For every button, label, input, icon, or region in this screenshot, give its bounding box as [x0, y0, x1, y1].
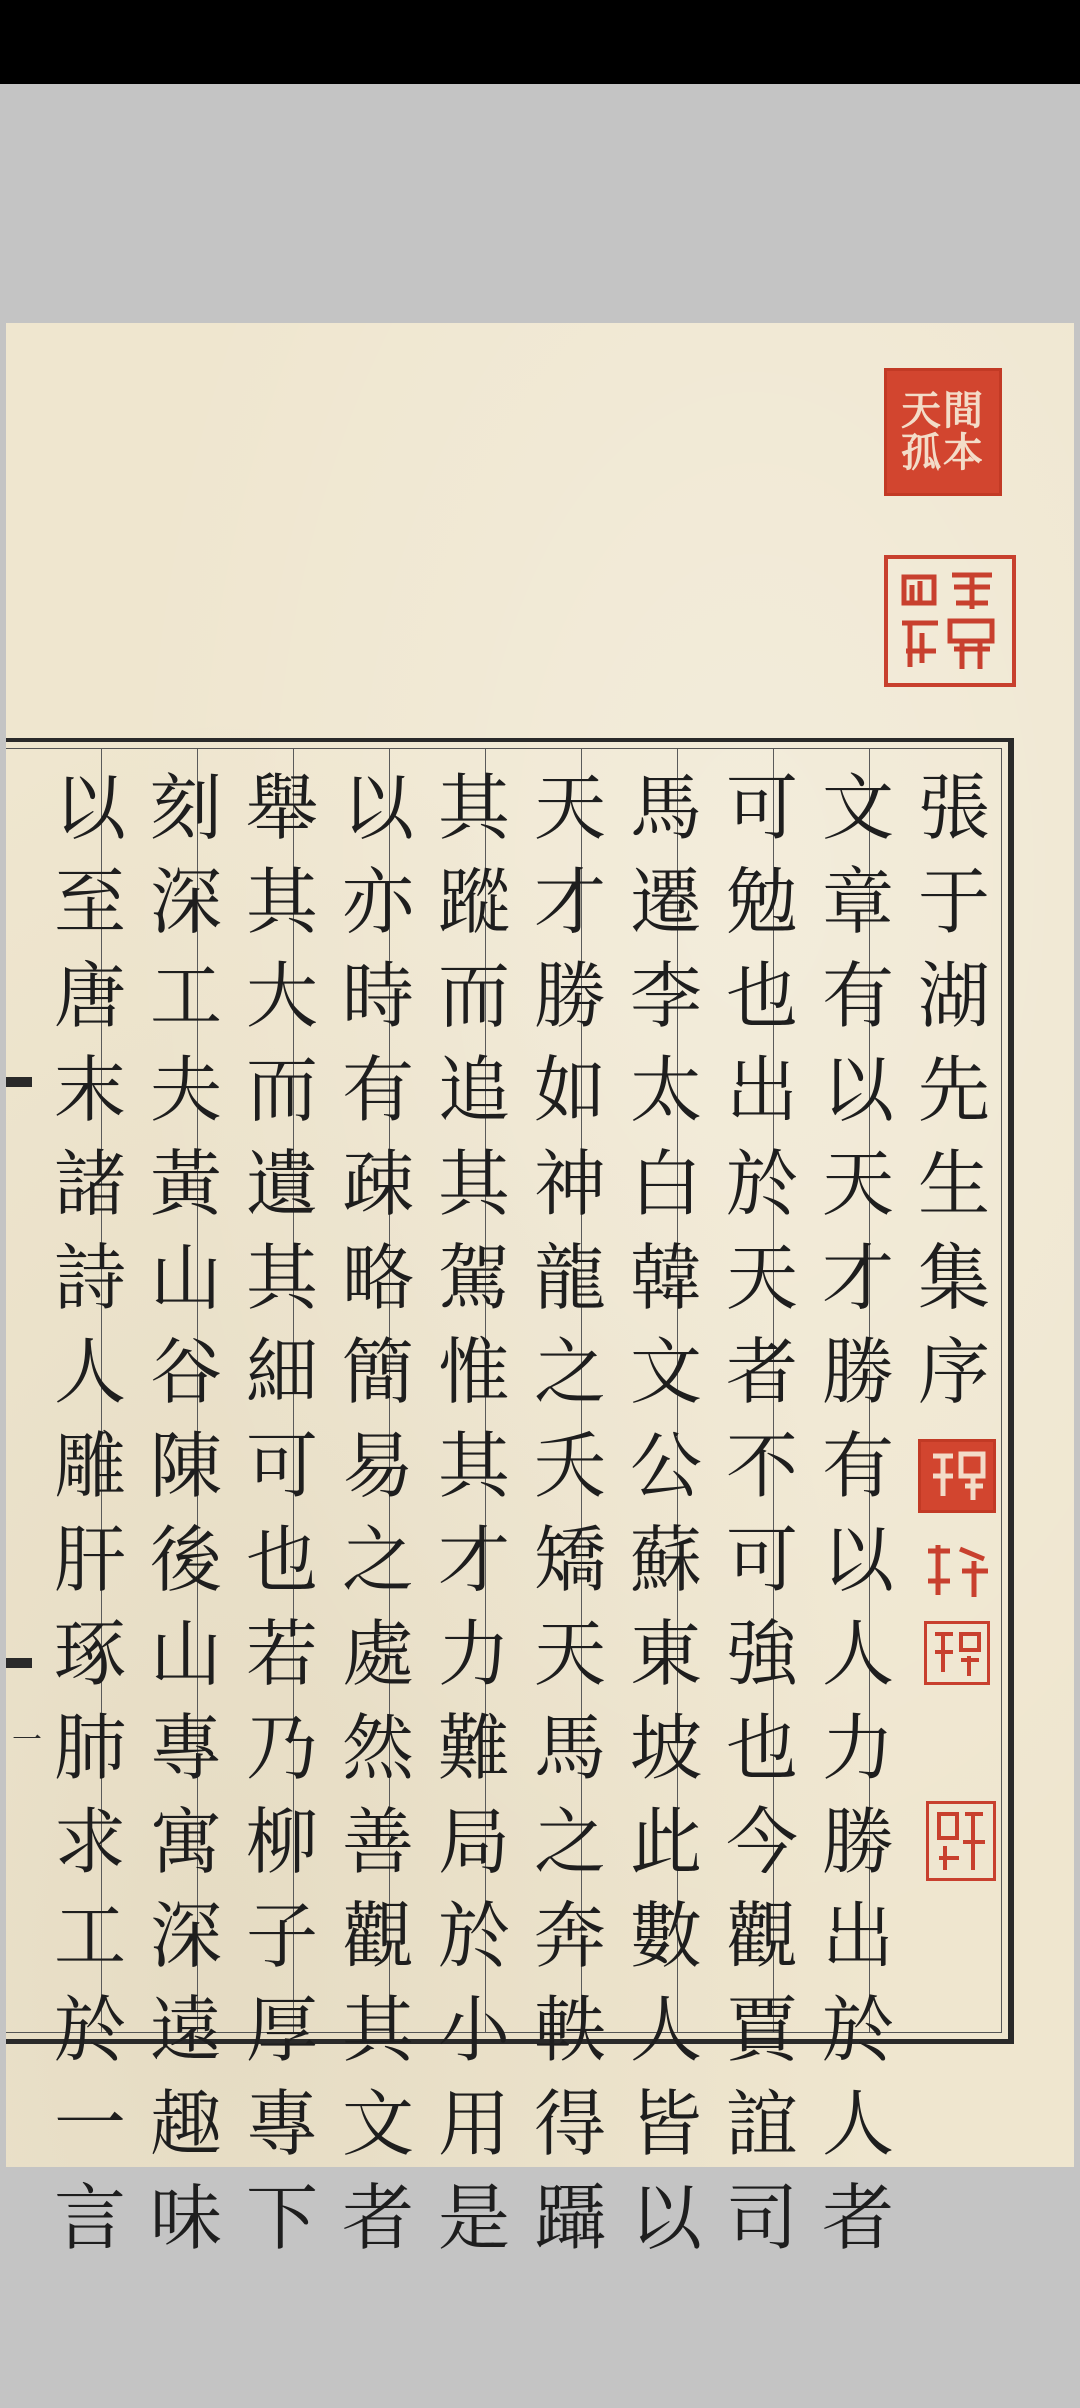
text-column — [909, 761, 999, 1419]
seal-glyph-icon — [929, 1626, 985, 1680]
text-char: 詩 — [53, 1236, 126, 1320]
text-char: 奔 — [533, 1894, 606, 1978]
text-char: 文 — [341, 2082, 414, 2166]
text-char: 神 — [533, 1142, 606, 1226]
text-char: 勝 — [821, 1330, 894, 1414]
text-char: 天 — [533, 1612, 606, 1696]
text-char: 之 — [533, 1800, 606, 1884]
text-char: 厚 — [245, 1988, 318, 2072]
text-char: 不 — [725, 1424, 798, 1508]
text-char: 深 — [149, 860, 222, 944]
text-column — [333, 761, 423, 2265]
text-char: 刻 — [149, 766, 222, 850]
text-char: 賈 — [725, 1988, 798, 2072]
text-char: 言 — [53, 2176, 126, 2260]
text-char: 局 — [437, 1800, 510, 1884]
text-char: 深 — [149, 1894, 222, 1978]
text-char: 此 — [629, 1800, 702, 1884]
text-char: 處 — [341, 1612, 414, 1696]
text-char: 乃 — [245, 1706, 318, 1790]
text-char: 太 — [629, 1048, 702, 1132]
text-char: 者 — [341, 2176, 414, 2260]
text-char: 天 — [821, 1142, 894, 1226]
text-char: 皆 — [629, 2082, 702, 2166]
text-char: 細 — [245, 1330, 318, 1414]
seal-small-1 — [922, 1541, 994, 1603]
text-char: 於 — [53, 1988, 126, 2072]
text-char: 用 — [437, 2082, 510, 2166]
seal-small-3 — [926, 1801, 996, 1881]
text-char: 諸 — [53, 1142, 126, 1226]
text-char: 勝 — [821, 1800, 894, 1884]
text-char: 也 — [725, 954, 798, 1038]
text-char: 夭 — [533, 1424, 606, 1508]
text-char: 生 — [917, 1142, 990, 1226]
text-column — [429, 761, 519, 2265]
text-char: 小 — [437, 1988, 510, 2072]
text-column — [717, 761, 807, 2265]
text-char: 躡 — [533, 2176, 606, 2260]
text-char: 遷 — [629, 860, 702, 944]
text-char: 然 — [341, 1706, 414, 1790]
text-char: 勉 — [725, 860, 798, 944]
seal-pattern-icon — [892, 563, 1008, 679]
book-page — [6, 323, 1074, 2260]
text-column — [813, 761, 903, 2265]
text-char: 強 — [725, 1612, 798, 1696]
text-char: 坡 — [629, 1706, 702, 1790]
text-char: 可 — [725, 1518, 798, 1602]
text-char: 張 — [917, 766, 990, 850]
seal-title — [918, 1439, 996, 1513]
text-char: 馬 — [629, 766, 702, 850]
text-char: 觀 — [341, 1894, 414, 1978]
text-char: 遺 — [245, 1142, 318, 1226]
text-char: 誼 — [725, 2082, 798, 2166]
text-char: 才 — [533, 860, 606, 944]
text-char: 其 — [341, 1988, 414, 2072]
text-char: 而 — [245, 1048, 318, 1132]
text-column — [525, 761, 615, 2265]
text-char: 先 — [917, 1048, 990, 1132]
text-char: 黃 — [149, 1142, 222, 1226]
text-char: 今 — [725, 1800, 798, 1884]
text-char: 觀 — [725, 1894, 798, 1978]
text-char: 以 — [821, 1518, 894, 1602]
text-char: 東 — [629, 1612, 702, 1696]
text-char: 山 — [149, 1236, 222, 1320]
text-char: 肝 — [53, 1518, 126, 1602]
text-column — [621, 761, 711, 2265]
text-char: 李 — [629, 954, 702, 1038]
fishtail-mark — [6, 1077, 32, 1087]
text-char: 蹤 — [437, 860, 510, 944]
text-char: 以 — [53, 766, 126, 850]
text-column — [237, 761, 327, 2265]
text-frame — [6, 738, 1014, 2260]
text-char: 人 — [629, 1988, 702, 2072]
frame-inner — [6, 748, 1002, 2260]
text-char: 味 — [149, 2176, 222, 2260]
text-char: 於 — [821, 1988, 894, 2072]
text-char: 亦 — [341, 860, 414, 944]
text-char: 序 — [917, 1330, 990, 1414]
text-char: 之 — [533, 1330, 606, 1414]
text-char: 子 — [245, 1894, 318, 1978]
text-char: 天 — [725, 1236, 798, 1320]
text-column — [45, 761, 135, 2265]
text-char: 才 — [437, 1518, 510, 1602]
text-char: 於 — [725, 1142, 798, 1226]
seal-second — [884, 555, 1016, 687]
text-char: 出 — [821, 1894, 894, 1978]
text-char: 之 — [341, 1518, 414, 1602]
text-char: 疎 — [341, 1142, 414, 1226]
text-char: 也 — [245, 1518, 318, 1602]
seal-glyph-icon — [925, 1446, 989, 1506]
text-char: 寓 — [149, 1800, 222, 1884]
text-char: 趣 — [149, 2082, 222, 2166]
text-char: 人 — [53, 1330, 126, 1414]
text-char: 駕 — [437, 1236, 510, 1320]
text-char: 有 — [821, 954, 894, 1038]
text-char: 勝 — [533, 954, 606, 1038]
text-char: 專 — [245, 2082, 318, 2166]
text-char: 難 — [437, 1706, 510, 1790]
seal-tianjian — [884, 368, 1002, 496]
text-char: 山 — [149, 1612, 222, 1696]
text-char: 出 — [725, 1048, 798, 1132]
text-char: 易 — [341, 1424, 414, 1508]
text-char: 者 — [725, 1330, 798, 1414]
text-char: 韓 — [629, 1236, 702, 1320]
text-char: 其 — [437, 1142, 510, 1226]
text-char: 天 — [533, 766, 606, 850]
text-char: 龍 — [533, 1236, 606, 1320]
text-char: 矯 — [533, 1518, 606, 1602]
text-char: 簡 — [341, 1330, 414, 1414]
text-char: 唐 — [53, 954, 126, 1038]
text-char: 力 — [821, 1706, 894, 1790]
text-char: 大 — [245, 954, 318, 1038]
text-char: 雕 — [53, 1424, 126, 1508]
text-char: 集 — [917, 1236, 990, 1320]
text-char: 以 — [821, 1048, 894, 1132]
text-char: 文 — [629, 1330, 702, 1414]
text-char: 以 — [341, 766, 414, 850]
text-char: 遠 — [149, 1988, 222, 2072]
text-char: 章 — [821, 860, 894, 944]
text-char: 軼 — [533, 1988, 606, 2072]
text-char: 者 — [821, 2176, 894, 2260]
text-char: 惟 — [437, 1330, 510, 1414]
text-char: 肺 — [53, 1706, 126, 1790]
text-char: 可 — [725, 766, 798, 850]
text-char: 是 — [437, 2176, 510, 2260]
seal-glyph-icon — [931, 1806, 991, 1876]
text-char: 夫 — [149, 1048, 222, 1132]
text-char: 其 — [437, 766, 510, 850]
text-char: 下 — [245, 2176, 318, 2260]
text-char: 谷 — [149, 1330, 222, 1414]
text-char: 而 — [437, 954, 510, 1038]
text-char: 數 — [629, 1894, 702, 1978]
status-bar — [0, 0, 1080, 84]
text-char: 其 — [437, 1424, 510, 1508]
text-char: 可 — [245, 1424, 318, 1508]
text-char: 求 — [53, 1800, 126, 1884]
text-char: 得 — [533, 2082, 606, 2166]
text-char: 文 — [821, 766, 894, 850]
text-char: 司 — [725, 2176, 798, 2260]
text-char: 至 — [53, 860, 126, 944]
text-char: 如 — [533, 1048, 606, 1132]
text-char: 若 — [245, 1612, 318, 1696]
text-char: 末 — [53, 1048, 126, 1132]
text-column — [141, 761, 231, 2265]
text-char: 善 — [341, 1800, 414, 1884]
text-char: 蘇 — [629, 1518, 702, 1602]
seal-glyph-icon — [922, 1541, 994, 1603]
text-char: 柳 — [245, 1800, 318, 1884]
fishtail-mark — [6, 1658, 32, 1668]
text-char: 才 — [821, 1236, 894, 1320]
text-char: 人 — [821, 1612, 894, 1696]
seal-tianjian-text: 天間 孤本 — [901, 387, 985, 476]
text-char: 馬 — [533, 1706, 606, 1790]
text-char: 追 — [437, 1048, 510, 1132]
text-char: 以 — [629, 2176, 702, 2260]
text-char: 後 — [149, 1518, 222, 1602]
page-number: 一 — [12, 1723, 42, 1758]
text-char: 於 — [437, 1894, 510, 1978]
text-char: 陳 — [149, 1424, 222, 1508]
text-char: 有 — [341, 1048, 414, 1132]
text-char: 白 — [629, 1142, 702, 1226]
text-char: 一 — [53, 2082, 126, 2166]
text-char: 有 — [821, 1424, 894, 1508]
text-char: 力 — [437, 1612, 510, 1696]
text-char: 略 — [341, 1236, 414, 1320]
text-char: 舉 — [245, 766, 318, 850]
text-char: 也 — [725, 1706, 798, 1790]
text-char: 琢 — [53, 1612, 126, 1696]
text-char: 工 — [149, 954, 222, 1038]
text-char: 專 — [149, 1706, 222, 1790]
text-char: 其 — [245, 1236, 318, 1320]
text-char: 于 — [917, 860, 990, 944]
text-char: 工 — [53, 1894, 126, 1978]
text-char: 人 — [821, 2082, 894, 2166]
text-char: 湖 — [917, 954, 990, 1038]
text-char: 其 — [245, 860, 318, 944]
text-char: 公 — [629, 1424, 702, 1508]
seal-small-2 — [924, 1621, 990, 1685]
text-char: 時 — [341, 954, 414, 1038]
